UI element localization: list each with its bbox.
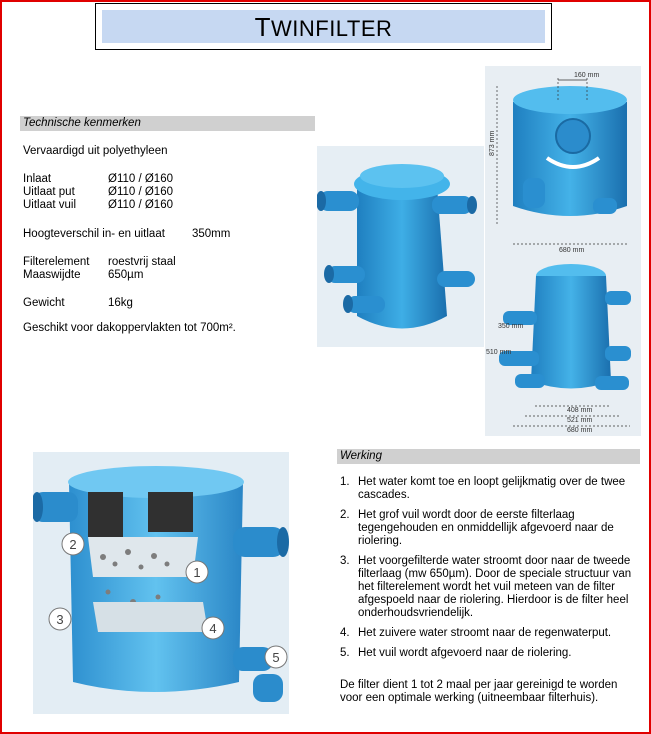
step-text: Het grof vuil wordt door de eerste filterlaag tegengehouden en onmiddellijk afgevoerd naar de riolering. [358,509,614,547]
spec-height-diff [23,228,231,241]
spec-label: Filterelement [23,256,90,268]
spec-row-filterelement [23,256,176,269]
step-text: Het vuil wordt afgevoerd naar de riolering. [358,647,572,659]
dim-side-total: 510 mm [486,349,512,356]
spec-row-gewicht [23,297,133,310]
step-text: Het zuivere water stroomt naar de regenwaterput. [358,627,612,639]
dim-side-upper: 350 mm [498,323,524,330]
spec-row-inlaat [23,173,173,186]
spec-row-maaswijdte [23,269,144,282]
callout-2-label: 2 [69,537,77,552]
spec-label: Uitlaat put [23,186,75,198]
callout-2 [62,533,84,555]
spec-label: Uitlaat vuil [23,199,77,211]
step-number: 4. [340,627,350,639]
page-title [102,10,545,43]
spec-value: roestvrij staal [108,256,176,268]
dim-top-width: 160 mm [574,72,600,79]
spec-label: Gewicht [23,297,65,309]
dim-height-total: 873 mm [489,130,496,156]
step-number: 2. [340,509,350,521]
werking-step [337,509,637,548]
spec-suitable: Geschikt voor dakoppervlakten tot 700m². [23,322,236,334]
step-text: Het voorgefilterde water stroomt door naar de tweede filterlaag (mw 650µm). Door de speciale structuur van het filterelement wordt het vuil meteen van de filter afgespoeld naar de riolering. Hierdoor is de filter heel onderhoudsvriendelijk. [358,555,632,619]
spec-label: Hoogteverschil in- en uitlaat [23,228,165,240]
dim-base-width: 680 mm [559,247,585,254]
maintenance-note: De filter dient 1 tot 2 maal per jaar gereinigd te worden voor een optimale werking (uitneembaar filterhuis). [340,679,618,704]
title-box [95,3,552,50]
werking-step [337,555,637,620]
cutaway-illustration [33,452,289,714]
product-photo [317,146,484,347]
spec-value: 350mm [192,228,231,240]
callout-4-label: 4 [209,621,217,636]
werking-steps [337,476,637,667]
werking-step [337,627,637,640]
spec-value: Ø110 / Ø160 [108,173,173,185]
specs-heading: Technische kenmerken [20,116,315,131]
callout-4 [202,617,224,639]
spec-material: Vervaardigd uit polyethyleen [23,145,168,157]
spec-row-uitlaat-put [23,186,173,199]
title-initial: T [254,12,271,42]
werking-step [337,647,637,660]
werking-step [337,476,637,502]
spec-row-uitlaat-vuil [23,199,173,212]
step-number: 3. [340,555,350,567]
step-text: Het water komt toe en loopt gelijkmatig over de twee cascades. [358,476,626,501]
dim-bottom-2: 521 mm [567,417,593,424]
spec-value: 16kg [108,297,133,309]
dim-bottom-1: 408 mm [567,407,593,414]
dimension-drawings [485,66,641,436]
callout-1 [186,561,208,583]
dim-bottom-3: 680 mm [567,427,593,434]
callout-3-label: 3 [56,612,64,627]
step-number: 5. [340,647,350,659]
callout-5-label: 5 [272,650,280,665]
spec-label: Inlaat [23,173,52,185]
spec-value: Ø110 / Ø160 [108,199,173,211]
callout-3 [49,608,71,630]
spec-label: Maaswijdte [23,269,81,281]
callout-1-label: 1 [193,565,201,580]
step-number: 1. [340,476,350,488]
werking-heading: Werking [337,449,640,464]
spec-value: Ø110 / Ø160 [108,186,173,198]
callout-5 [265,646,287,668]
spec-value: 650µm [108,269,144,281]
title-rest: WINFILTER [270,16,393,41]
